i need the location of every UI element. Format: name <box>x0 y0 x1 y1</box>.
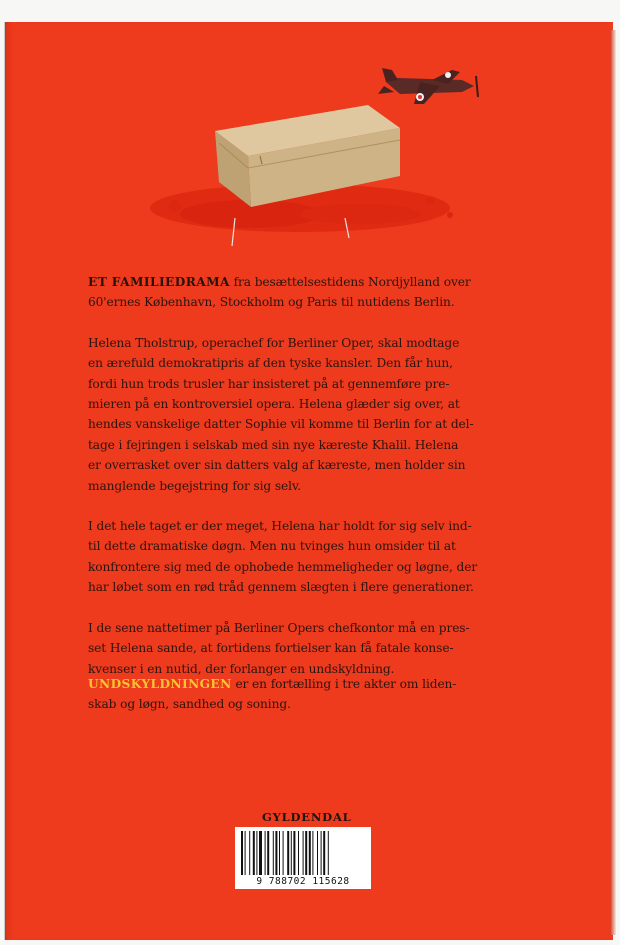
text-line: tage i fejringen i selskab med sin nye kæreste Khalil. Helena <box>88 437 459 452</box>
warplane-icon <box>378 68 478 104</box>
text-line: har løbet som en rød tråd gennem slægten i flere generationer. <box>88 580 474 595</box>
text-line: hendes vanskelige datter Sophie vil komme til Berlin for at del- <box>88 417 474 432</box>
isbn-number: 9 788702 115628 <box>256 876 350 887</box>
paragraph-secrets <box>88 516 528 598</box>
intro-line-1: fra besættelsestidens Nordjylland over <box>229 275 471 289</box>
text-line: konfrontere sig med de ophobede hemmeligheder og løgne, der <box>88 559 478 574</box>
lead-caps-familiedrama: ET FAMILIEDRAMA <box>88 275 230 289</box>
text-line: kvenser i en nutid, der forlanger en undskyldning. <box>88 661 395 676</box>
paragraph-night <box>88 618 528 679</box>
text-line: I det hele taget er der meget, Helena har holdt for sig selv ind- <box>88 519 472 534</box>
book-title-undskyldningen: UNDSKYLDNINGEN <box>88 677 232 691</box>
text-line: manglende begejstring for sig selv. <box>88 478 302 493</box>
tagline-line-1: er en fortælling i tre akter om liden- <box>231 677 457 691</box>
paragraph-tagline <box>88 674 528 715</box>
text-line: set Helena sande, at fortidens fortielser kan få fatale konse- <box>88 641 454 656</box>
intro-line-2: 60'ernes København, Stockholm og Paris til nutidens Berlin. <box>88 295 455 310</box>
paragraph-helena <box>88 333 528 496</box>
text-line: I de sene nattetimer på Berliner Opers chefkontor må en pres- <box>88 620 470 635</box>
paragraph-intro <box>88 272 528 313</box>
text-line: er overrasket over sin datters valg af kæreste, men holder sin <box>88 458 466 473</box>
isbn-barcode <box>235 827 371 889</box>
text-line: en ærefuld demokratipris af den tyske kansler. Den får hun, <box>88 356 453 371</box>
tagline-line-2: skab og løgn, sandhed og soning. <box>88 697 291 712</box>
publisher-logo: GYLDENDAL <box>262 810 352 824</box>
barcode-bars-icon <box>239 831 367 875</box>
tagline <box>88 674 528 735</box>
text-line: mieren på en kontroversiel opera. Helena glæder sig over, at <box>88 397 460 412</box>
synopsis <box>88 272 528 699</box>
text-line: fordi hun trods trusler har insisteret på at gennemføre pre- <box>88 376 450 391</box>
text-line: Helena Tholstrup, operachef for Berliner Oper, skal modtage <box>88 335 460 350</box>
text-line: til dette dramatiske døgn. Men nu tvinges hun omsider til at <box>88 539 456 554</box>
